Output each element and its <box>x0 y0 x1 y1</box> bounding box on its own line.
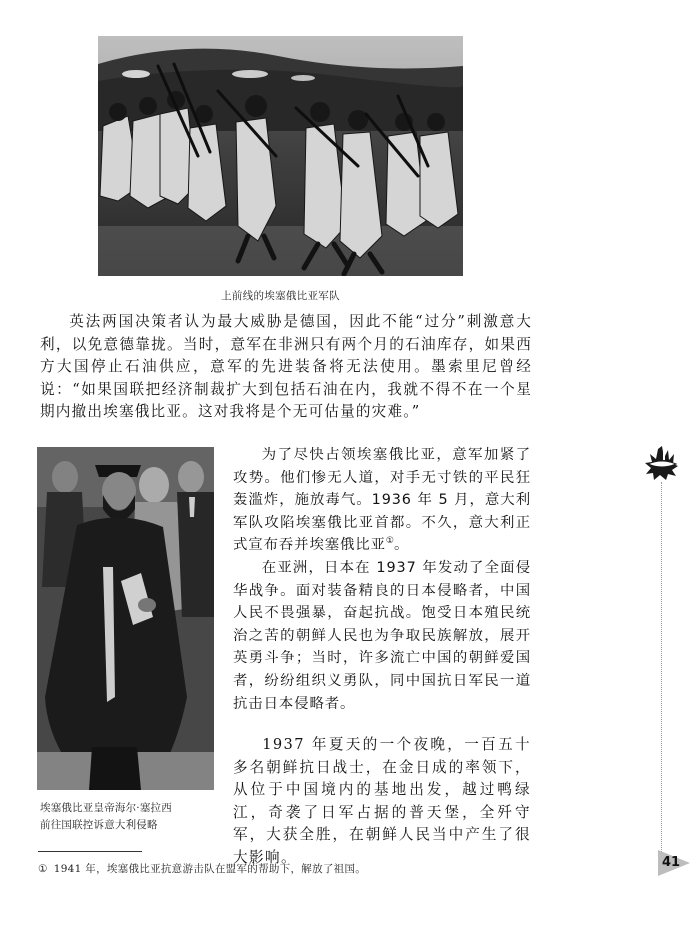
photo-ethiopian-troops <box>98 36 463 276</box>
photo-haile-selassie <box>37 447 214 790</box>
footnote-divider <box>38 851 142 852</box>
caption-line: 前往国联控诉意大利侵略 <box>40 819 158 831</box>
body-paragraph: 英法两国决策者认为最大威胁是德国，因此不能“过分”刺激意大利，以免意德靠拢。当时，意军在非洲只有两个月的石油库存，如果西方大国停止石油供应，意军的先进装备将无法使用。墨索里尼曾经说：“如果国联把经济制裁扩大到包括石油在内，我就不得不在一个星期内撤出埃塞俄比亚。这对我将是个无可估量的灾难。” <box>40 313 532 421</box>
figure-caption: 上前线的埃塞俄比亚军队 <box>221 290 340 302</box>
marching-soldiers-photo-icon <box>98 36 463 276</box>
margin-dotted-rule <box>661 482 662 854</box>
footnote-mark: ① <box>38 863 48 875</box>
emperor-portrait-photo-icon <box>37 447 214 790</box>
body-paragraph <box>233 444 531 557</box>
figure-caption <box>40 800 220 834</box>
woodcut-emblem-icon <box>642 444 682 484</box>
body-paragraph: 1937 年夏天的一个夜晚，一百五十多名朝鲜抗日战士，在金日成的率领下，从位于中国境内的基地出发，越过鸭绿江，奇袭了日军占据的普天堡，全歼守军，大获全胜，在朝鲜人民当中产生了很大影响。 <box>233 736 531 866</box>
paragraph-text: 为了尽快占领埃塞俄比亚，意军加紧了攻势。他们惨无人道，对手无寸铁的平民狂轰滥炸，施放毒气。1936 年 5 月，意大利军队攻陷埃塞俄比亚首都。不久，意大利正式宣布吞并埃塞俄比亚 <box>233 447 531 554</box>
page-number-tab <box>658 850 690 876</box>
footnote-reference[interactable]: ① <box>385 536 394 547</box>
page-number: 41 <box>662 855 681 870</box>
paragraph-end-punctuation: 。 <box>394 537 410 554</box>
body-paragraph: 在亚洲，日本在 1937 年发动了全面侵华战争。面对装备精良的日本侵略者，中国人民不畏强暴，奋起抗战。饱受日本殖民统治之苦的朝鲜人民也为争取民族解放，展开英勇斗争；当时，许多流亡中国的朝鲜爱国者，纷纷组织义勇队，同中国抗日军民一道抗击日本侵略者。 <box>233 560 531 712</box>
caption-line: 埃塞俄比亚皇帝海尔·塞拉西 <box>40 802 172 814</box>
footnote-text: 1941 年，埃塞俄比亚抗意游击队在盟军的帮助下，解放了祖国。 <box>53 863 367 875</box>
footnote <box>38 861 538 876</box>
